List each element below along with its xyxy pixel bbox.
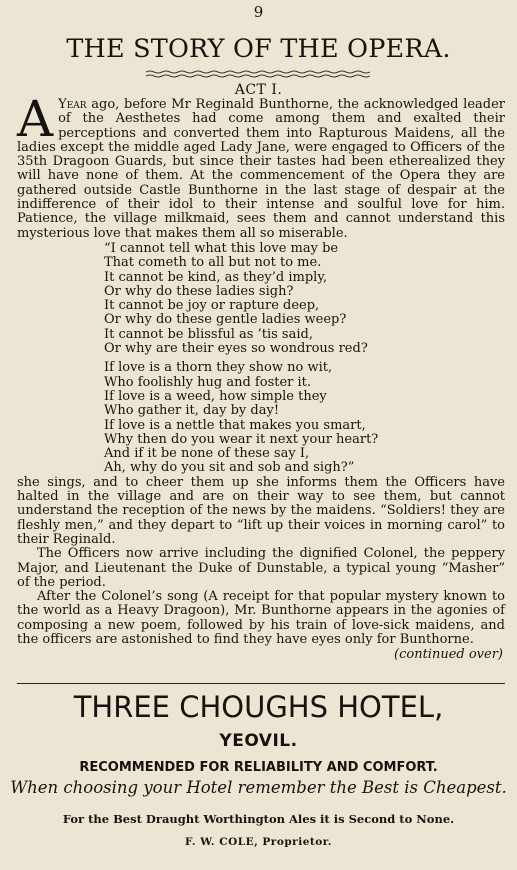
verse-line: Why then do you wear it next your heart? [104, 431, 379, 447]
hotel-tagline: When choosing your Hotel remember the Best is Cheapest. [10, 778, 507, 797]
verse-line: Or why do these ladies sigh? [104, 283, 294, 299]
verse-line: If love is a nettle that makes you smart, [104, 417, 366, 433]
hotel-town: YEOVIL. [219, 731, 298, 751]
paragraph-colonel: After the Colonel’s song (A receipt for that popular mystery known to the world as a Heavy Dragoon), Mr. Bunthorne appears in the agonies of composing a new poem, followed by his train of love-sick maidens, and the officers are astonished to find they have eyes only for Bunthorne. [17, 589, 505, 647]
verse-line: If love is a thorn they show no wit, [104, 360, 333, 376]
drop-cap: A [17, 90, 54, 148]
verse-line: Who foolishly hug and foster it. [104, 374, 312, 390]
hotel-proprietor: F. W. COLE, Proprietor. [185, 836, 332, 848]
verse-line: Who gather it, day by day! [104, 403, 280, 419]
paragraph-officers: The Officers now arrive including the dignified Colonel, the peppery Major, and Lieutenant the Duke of Dunstable, a typical young “Masher” of the period. [17, 546, 505, 590]
intro-text: ago, before Mr Reginald Bunthorne, the acknowledged leader of the Aesthetes had come among them and exalted their perceptions and converted them into Rapturous Maidens, all the ladies except the middle aged Lady Jane, were engaged to Officers of the 35th Dragoon Guards, but since their tastes had been etherealized they will have none of them. At the commencement of the Opera they are gathered outside Castle Bunthorne in the last stage of despair at the indifference of their idol to their intense and soulful love for him. Patience, the village milkmaid, sees them and cannot understand this mysterious love that makes them all so miserable. [17, 97, 505, 241]
verse-line: “I cannot tell what this love may be [104, 240, 339, 256]
verse-line: That cometh to all but not to me. [104, 255, 322, 271]
verse-line: It cannot be kind, as they’d imply, [104, 269, 328, 285]
verse-line: If love is a weed, how simple they [104, 388, 327, 404]
verse-line: And if it be none of these say I, [104, 446, 310, 462]
hotel-recommendation: RECOMMENDED FOR RELIABILITY AND COMFORT. [79, 760, 438, 775]
act-heading: ACT I. [234, 82, 283, 98]
intro-lead-word: Year [58, 97, 87, 112]
verse-line: It cannot be blissful as ’tis said, [104, 326, 313, 342]
paragraph-she-sings: she sings, and to cheer them up she informs them the Officers have halted in the village and are on their way to see them, but cannot understand the reception of the news by the maidens. “Soldiers! they are fleshly men,” and they depart to “lift up their voices in morning carol” to their Reginald. [17, 474, 505, 547]
verse-line: It cannot be joy or rapture deep, [104, 298, 320, 314]
advert-divider [17, 683, 505, 684]
hotel-name: THREE CHOUGHS HOTEL, [73, 690, 444, 724]
decorative-wavy-rule [146, 70, 370, 78]
continued-note: (continued over) [394, 647, 503, 663]
hotel-ales-note: For the Best Draught Worthington Ales it is Second to None. [62, 812, 455, 826]
verse-line: Ah, why do you sit and sob and sigh?” [104, 460, 355, 476]
verse-line: Or why do these gentle ladies weep? [104, 312, 347, 328]
page-number: 9 [253, 3, 264, 21]
page-title: THE STORY OF THE OPERA. [66, 34, 451, 64]
verse-line: Or why are their eyes so wondrous red? [104, 341, 368, 357]
song-verse [104, 242, 505, 476]
